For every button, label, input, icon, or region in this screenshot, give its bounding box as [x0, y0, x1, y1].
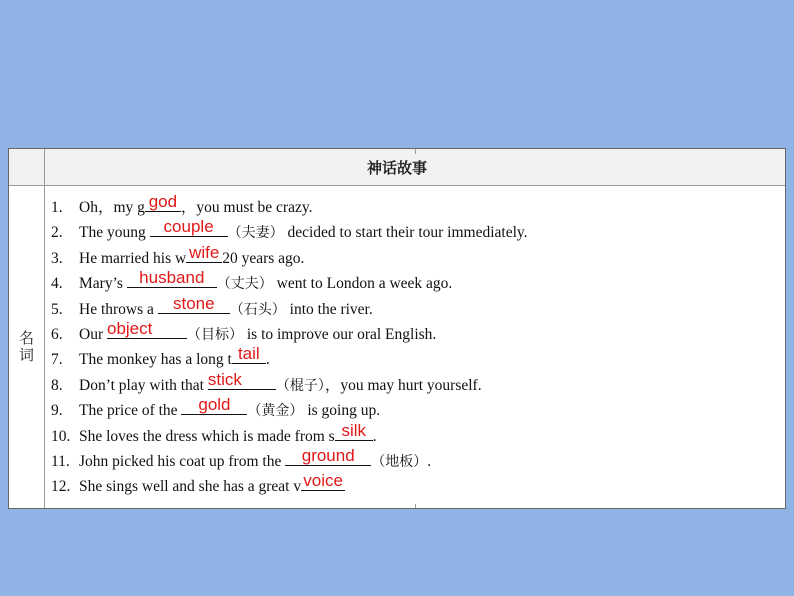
answer-text: silk	[341, 420, 366, 440]
answer-blank[interactable]	[106, 318, 187, 339]
answer-text: ground	[301, 445, 355, 465]
answer-blank[interactable]	[301, 473, 345, 491]
vocabulary-table	[8, 148, 786, 509]
list-item	[51, 473, 771, 498]
item-number: 8.	[51, 376, 63, 394]
item-number: 3.	[51, 249, 63, 267]
chinese-hint: （目标）	[186, 326, 243, 343]
chinese-hint: （地板）	[371, 453, 428, 470]
item-text: The price of the	[79, 402, 182, 420]
chinese-hint: （黄金）	[247, 403, 304, 420]
column-divider	[44, 149, 45, 508]
item-text: went to London a week ago.	[272, 275, 453, 293]
chinese-hint: （棍子）	[275, 377, 325, 394]
item-number: 9.	[51, 402, 63, 420]
item-text: Oh，my g	[79, 199, 145, 216]
item-text: He throws a	[79, 300, 158, 318]
item-text: The young	[79, 224, 150, 242]
column-divider-bottom	[415, 504, 416, 508]
answer-blank[interactable]	[145, 194, 181, 212]
answer-blank[interactable]	[186, 242, 222, 263]
item-text: .	[265, 351, 270, 369]
answer-text: stone	[172, 293, 215, 313]
item-text: She sings well and she has a great v	[79, 478, 302, 496]
item-text: She loves the dress which is made from s	[79, 427, 335, 445]
list-item	[51, 219, 771, 244]
item-number: 7.	[51, 351, 63, 369]
answer-blank[interactable]	[285, 445, 371, 466]
item-text: .	[427, 452, 432, 470]
column-divider-top	[415, 149, 416, 154]
side-label-char: 词	[18, 346, 34, 364]
list-item	[51, 270, 771, 295]
side-label-noun	[9, 186, 44, 508]
item-text: ，you may hurt yourself.	[324, 376, 482, 394]
answer-text: god	[148, 192, 178, 211]
item-text: John picked his coat up from the	[79, 452, 286, 470]
item-text: is going up.	[303, 402, 381, 420]
answer-text: couple	[163, 217, 214, 237]
item-text: He married his w	[79, 249, 187, 267]
answer-blank[interactable]	[181, 397, 247, 415]
list-item	[51, 445, 771, 473]
chinese-hint: （丈夫）	[216, 276, 273, 293]
item-text: .	[372, 427, 377, 445]
list-item	[51, 293, 771, 321]
chinese-hint: （石头）	[229, 301, 286, 318]
answer-blank[interactable]	[150, 219, 228, 237]
item-text: Our	[79, 325, 107, 343]
item-text: is to improve our oral English.	[242, 325, 437, 343]
answer-text: tail	[237, 344, 260, 364]
answer-text: wife	[189, 242, 220, 262]
item-text: ，you must be crazy.	[180, 199, 313, 216]
list-item	[51, 194, 771, 219]
side-label-char: 名	[18, 329, 34, 347]
answer-blank[interactable]	[207, 369, 276, 390]
item-number: 12.	[51, 478, 71, 496]
list-item	[51, 420, 771, 448]
answer-text: gold	[198, 395, 231, 415]
item-text: 20 years ago.	[222, 249, 305, 267]
answer-text: object	[106, 318, 153, 338]
item-text: decided to start their tour immediately.	[283, 224, 528, 242]
item-text: Mary’s	[79, 275, 127, 293]
item-number: 10.	[51, 427, 71, 445]
list-item	[51, 242, 771, 270]
list-item	[51, 397, 771, 422]
item-text: into the river.	[285, 300, 373, 318]
answer-blank[interactable]	[335, 420, 373, 441]
answer-blank[interactable]	[127, 270, 217, 288]
item-number: 1.	[51, 199, 63, 216]
item-number: 4.	[51, 275, 63, 293]
answer-blank[interactable]	[232, 346, 266, 364]
answer-text: voice	[303, 471, 343, 491]
exercise-list	[51, 194, 771, 499]
answer-text: husband	[139, 268, 205, 288]
answer-text: stick	[207, 369, 242, 389]
chinese-hint: （夫妻）	[227, 225, 284, 242]
item-number: 6.	[51, 325, 63, 343]
item-text: Don’t play with that	[79, 376, 208, 394]
item-number: 2.	[51, 224, 63, 242]
table-header: 神话故事	[9, 149, 785, 186]
list-item	[51, 369, 771, 397]
list-item	[51, 318, 771, 346]
item-number: 11.	[51, 452, 70, 470]
list-item	[51, 346, 771, 371]
item-number: 5.	[51, 300, 63, 318]
answer-blank[interactable]	[158, 293, 230, 314]
item-text: The monkey has a long t	[79, 351, 232, 369]
